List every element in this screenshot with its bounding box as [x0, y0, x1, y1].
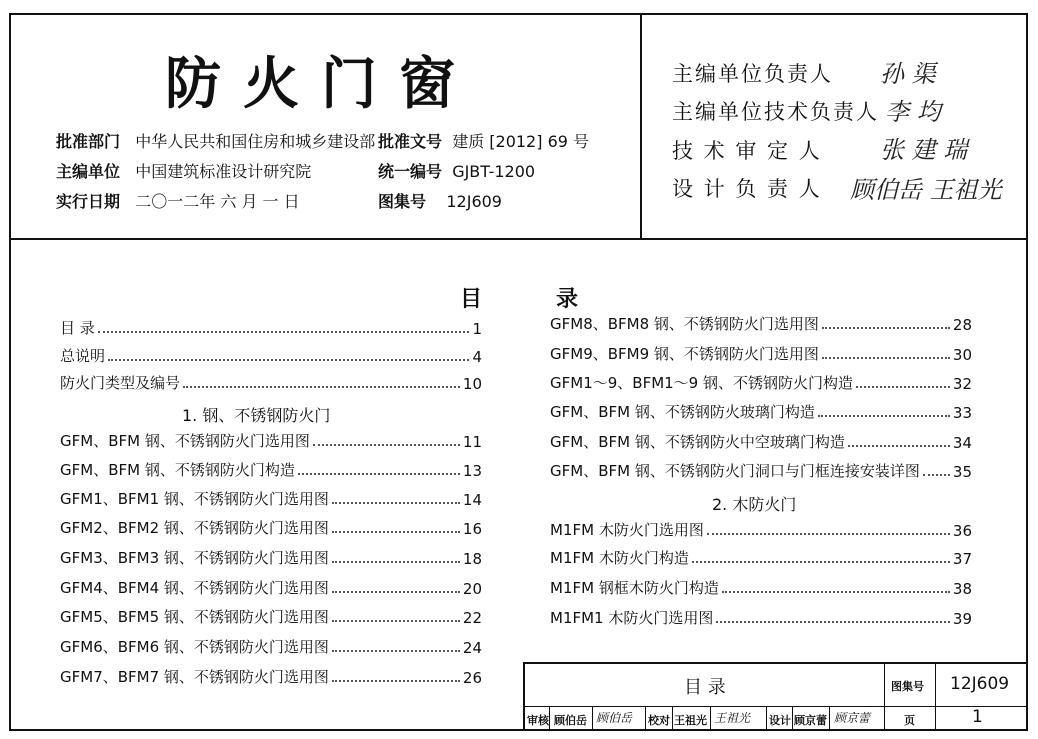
atlas-no-value: 12J609	[950, 674, 1010, 694]
toc-entry[interactable]: GFM7、BFM7 钢、不锈钢防火门选用图 26	[60, 668, 482, 687]
title-block-col-line	[884, 662, 885, 731]
toc-entry[interactable]: GFM5、BFM5 钢、不锈钢防火门选用图 22	[60, 608, 482, 627]
meta-chief-unit: 主编单位 中国建筑标准设计研究院	[56, 162, 312, 181]
toc-entry[interactable]: GFM9、BFM9 钢、不锈钢防火门选用图 30	[550, 345, 972, 364]
page-number: 1	[972, 707, 983, 727]
toc-entry[interactable]: GFM、BFM 钢、不锈钢防火玻璃门构造 33	[550, 403, 972, 422]
toc-entry[interactable]: GFM6、BFM6 钢、不锈钢防火门选用图 24	[60, 638, 482, 657]
toc-entry[interactable]: M1FM 木防火门构造 37	[550, 549, 972, 568]
header-vertical-divider	[640, 13, 642, 239]
toc-heading-left: 目	[460, 287, 483, 312]
design-label: 设计	[769, 714, 791, 727]
page-label: 页	[904, 714, 915, 727]
toc-entry[interactable]: GFM1～9、BFM1～9 钢、不锈钢防火门构造 32	[550, 374, 972, 393]
meta-unified-no: 统一编号 GJBT-1200	[378, 162, 536, 181]
review-label: 审核	[527, 714, 549, 727]
title-block-divider	[523, 706, 1028, 707]
check-name: 王祖光	[674, 714, 707, 727]
review-signature: 顾伯岳	[596, 711, 633, 725]
toc-entry[interactable]: GFM4、BFM4 钢、不锈钢防火门选用图 20	[60, 579, 482, 598]
resp-role-1: 主编单位负责人	[672, 62, 833, 86]
signature-2: 李 均	[885, 98, 941, 126]
title-block-cell-line	[710, 706, 711, 731]
toc-entry[interactable]: GFM、BFM 钢、不锈钢防火中空玻璃门构造 34	[550, 433, 972, 452]
toc-section-wood: 2. 木防火门	[712, 495, 797, 514]
title-block-cell-line	[792, 706, 793, 731]
meta-effective-date: 实行日期 二〇一二年 六 月 一 日	[56, 192, 300, 211]
toc-entry[interactable]: GFM8、BFM8 钢、不锈钢防火门选用图 28	[550, 315, 972, 334]
meta-approval-dept: 批准部门 中华人民共和国住房和城乡建设部	[56, 132, 376, 151]
title-block-cell-line	[645, 706, 646, 731]
toc-heading-right: 录	[556, 287, 579, 312]
toc-section-steel: 1. 钢、不锈钢防火门	[182, 406, 331, 425]
toc-entry[interactable]: GFM1、BFM1 钢、不锈钢防火门选用图 14	[60, 490, 482, 509]
design-name: 顾京蕾	[794, 714, 827, 727]
toc-entry[interactable]: GFM、BFM 钢、不锈钢防火门洞口与门框连接安装详图 35	[550, 462, 972, 481]
toc-entry[interactable]: M1FM 钢框木防火门构造 38	[550, 579, 972, 598]
check-signature: 王祖光	[714, 711, 751, 725]
signature-3: 张 建 瑞	[880, 136, 968, 164]
toc-entry[interactable]: GFM、BFM 钢、不锈钢防火门构造 13	[60, 461, 482, 480]
resp-role-3: 技 术 审 定 人	[672, 139, 822, 163]
toc-entry[interactable]: GFM2、BFM2 钢、不锈钢防火门选用图 16	[60, 519, 482, 538]
title-block-cell-line	[766, 706, 767, 731]
title-block-cell-line	[829, 706, 830, 731]
toc-entry[interactable]: M1FM 木防火门选用图 36	[550, 521, 972, 540]
toc-entry[interactable]: GFM、BFM 钢、不锈钢防火门选用图 11	[60, 432, 482, 451]
signature-1: 孙 渠	[880, 60, 936, 88]
title-block-name: 目 录	[684, 677, 726, 698]
signature-4: 顾伯岳 王祖光	[850, 176, 1002, 204]
toc-entry[interactable]: 防火门类型及编号 10	[60, 374, 482, 393]
title-block-cell-line	[592, 706, 593, 731]
meta-approval-no: 批准文号 建质 [2012] 69 号	[378, 132, 590, 151]
atlas-no-label: 图集号	[891, 680, 924, 693]
title-block-col-line	[935, 662, 936, 731]
resp-role-4: 设 计 负 责 人	[672, 177, 822, 201]
check-label: 校对	[648, 714, 670, 727]
toc-entry[interactable]: 总说明 4	[60, 347, 482, 366]
resp-role-2: 主编单位技术负责人	[672, 100, 879, 124]
header-divider	[9, 238, 1028, 240]
toc-entry[interactable]: 目 录 1	[60, 319, 482, 338]
design-signature: 顾京蕾	[834, 711, 871, 725]
review-name: 顾伯岳	[554, 714, 587, 727]
toc-entry[interactable]: GFM3、BFM3 钢、不锈钢防火门选用图 18	[60, 549, 482, 568]
title-block-cell-line	[549, 706, 550, 731]
title-block-cell-line	[672, 706, 673, 731]
meta-atlas-no: 图集号 12J609	[378, 192, 502, 211]
toc-entry[interactable]: M1FM1 木防火门选用图 39	[550, 609, 972, 628]
atlas-title: 防火门窗	[165, 51, 477, 117]
